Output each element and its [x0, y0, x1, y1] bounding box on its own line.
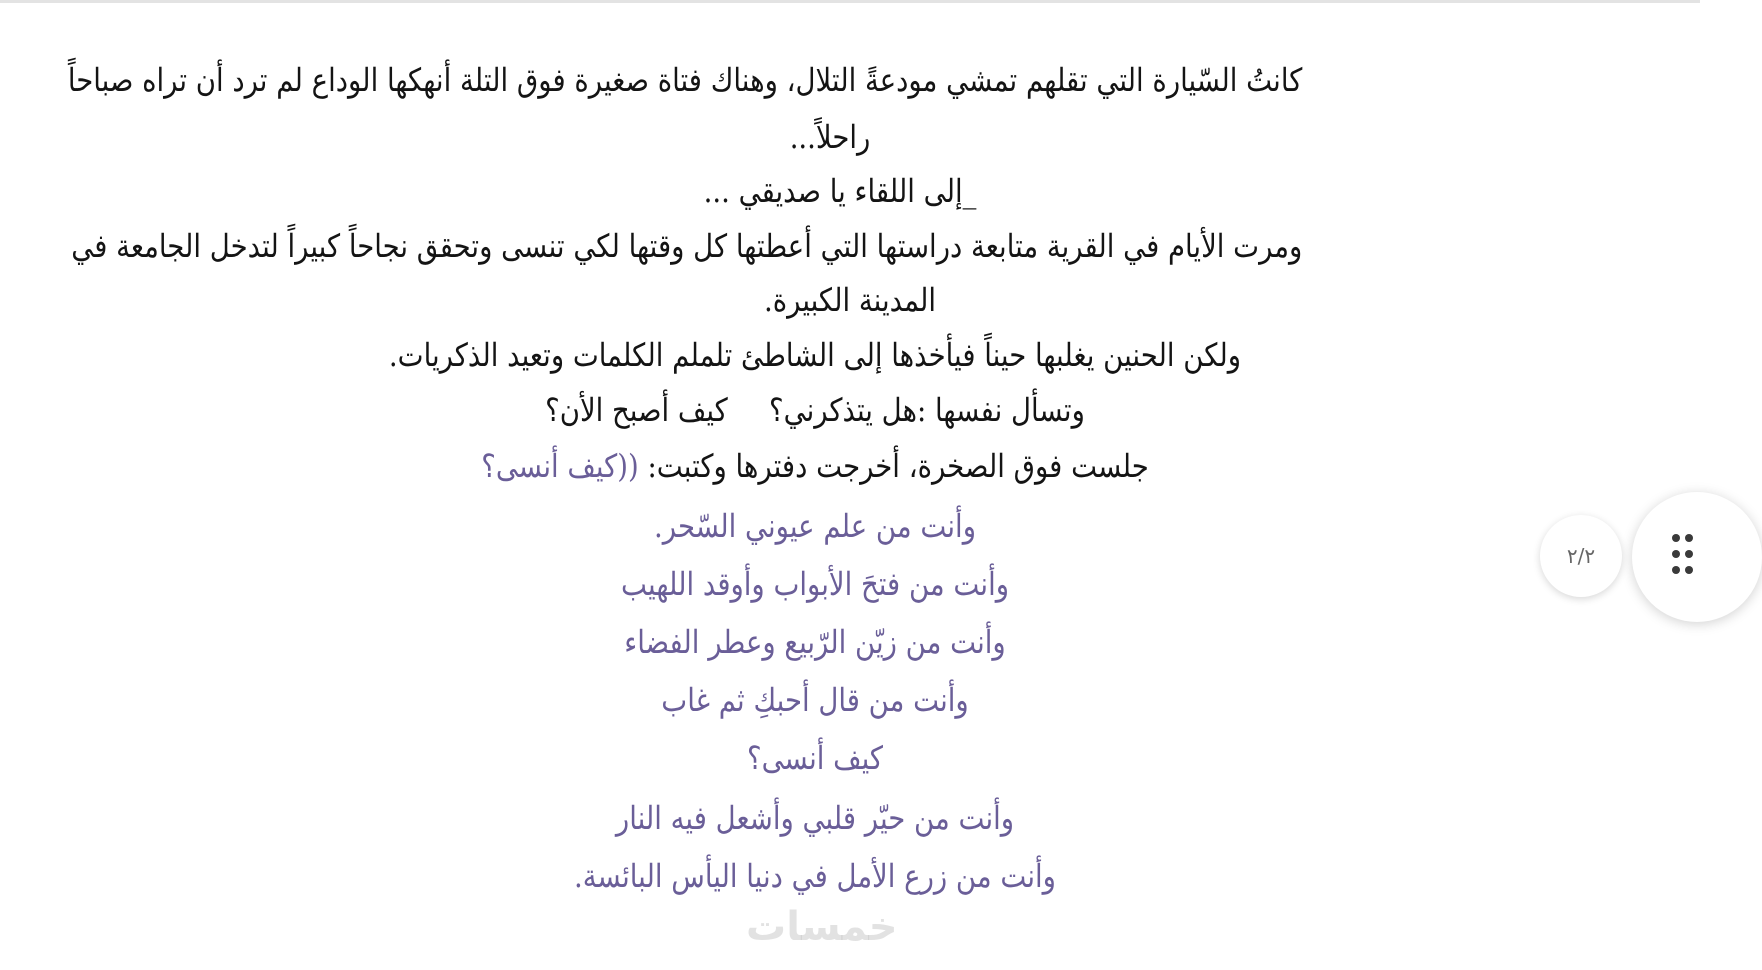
poem-line-5: كيف أنسى؟ — [746, 739, 884, 777]
drag-handle-icon[interactable] — [1672, 534, 1692, 580]
poem-line-7: وأنت من زرع الأمل في دنيا اليأس البائسة. — [574, 857, 1056, 895]
prose-line-5: المدينة الكبيرة. — [763, 281, 937, 319]
document-page — [67, 0, 1480, 970]
page-indicator: ٢/٢ — [1540, 515, 1622, 597]
question-part-2: كيف أصبح الأن؟ — [545, 391, 728, 429]
prose-line-3: _إلى اللقاء يا صديقي ... — [703, 172, 977, 210]
question-line — [346, 390, 1283, 430]
prose-line-6: ولكن الحنين يغلبها حيناً فيأخذها إلى الشاطئ تلملم الكلمات وتعيد الذكريات. — [388, 336, 1242, 374]
wrote-prefix: جلست فوق الصخرة، أخرجت دفترها وكتبت: — [647, 447, 1149, 485]
poem-line-6: وأنت من حيّر قلبي وأشعل فيه النار — [615, 799, 1015, 837]
poem-line-2: وأنت من فتحَ الأبواب وأوقد اللهيب — [620, 565, 1010, 603]
poem-line-1: وأنت من علم عيوني السّحر. — [654, 507, 976, 545]
prose-line-4: ومرت الأيام في القرية متابعة دراستها التي أعطتها كل وقتها لكي تنسى وتحقق نجاحاً كبيراً لتدخل الجامعة في — [71, 227, 1303, 265]
question-part-1: وتسأل نفسها :هل يتذكرني؟ — [769, 391, 1085, 429]
side-menu-handle[interactable] — [1632, 492, 1762, 622]
watermark: خمسات — [746, 904, 898, 950]
prose-line-2: راحلاً... — [789, 118, 871, 156]
poem-line-3: وأنت من زيّن الرّبيع وعطر الفضاء — [624, 623, 1006, 661]
poem-line-4: وأنت من قال أحبكِ ثم غاب — [661, 681, 969, 719]
poem-opening: ((كيف أنسى؟ — [481, 447, 639, 485]
wrote-line — [346, 446, 1283, 486]
prose-line-1: كانتُ السّيارة التي تقلهم تمشي مودعةً التلال، وهناك فتاة صغيرة فوق التلة أنهكها الوداع لم ترد أن تراه صباحاً — [67, 61, 1303, 99]
